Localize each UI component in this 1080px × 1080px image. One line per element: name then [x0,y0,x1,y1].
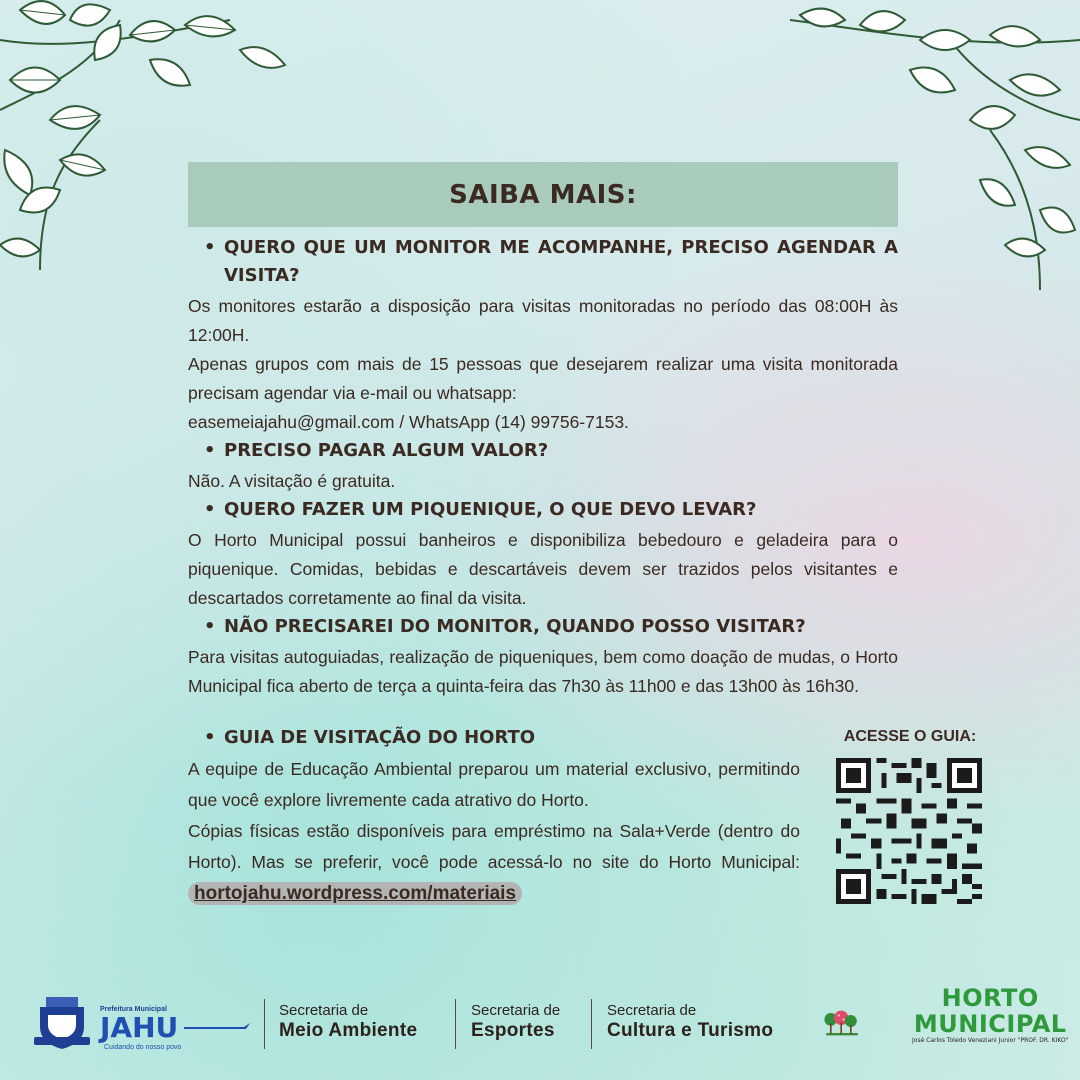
faq-answer-2: Não. A visitação é gratuita. [188,471,396,491]
footer-logos [0,985,1080,1065]
footer-divider [591,999,592,1049]
faq-answer-1c: easemeiajahu@gmail.com / WhatsApp (14) 99756-7153. [188,412,629,432]
guide-section [188,724,800,909]
faq-question-2: • PRECISO PAGAR ALGUM VALOR? [204,437,898,465]
svg-text:JAHU: JAHU [100,1011,179,1044]
secretaria-meio-ambiente: Secretaria de Meio Ambiente [279,1002,418,1041]
guide-question: • GUIA DE VISITAÇÃO DO HORTO [204,724,800,752]
bullet-icon: • [204,499,216,520]
leaf-branch-top-left [0,0,300,270]
horto-trees-icon [822,985,914,1065]
horto-municipal-logo: HORTO MUNICIPAL José Carlos Toledo Veneziani Junior "PROF. DR. KIKO" [912,984,1069,1044]
faq-question-3: • QUERO FAZER UM PIQUENIQUE, O QUE DEVO LEVAR? [204,496,898,524]
secretaria-esportes: Secretaria de Esportes [471,1002,561,1041]
faq-answer-1a: Os monitores estarão a disposição para visitas monitoradas no período das 08:00H às 12:00H. [188,296,898,345]
page-title: SAIBA MAIS: [449,179,637,210]
secretaria-cultura-turismo: Secretaria de Cultura e Turismo [607,1002,774,1041]
qr-code[interactable] [836,758,982,904]
jahu-coat-of-arms-icon [34,997,90,1049]
bullet-icon: • [204,440,216,461]
footer-divider [455,999,456,1049]
bullet-icon: • [204,616,216,637]
faq-question-4: • NÃO PRECISAREI DO MONITOR, QUANDO POSSO VISITAR? [204,613,898,641]
svg-text:Prefeitura Municipal: Prefeitura Municipal [100,1006,167,1013]
qr-section [836,728,984,908]
faq-content [188,234,898,701]
faq-question-1: • QUERO QUE UM MONITOR ME ACOMPANHE, PRECISO AGENDAR A VISITA? [204,234,898,290]
title-banner [188,162,898,227]
guide-paragraph-2: Cópias físicas estão disponíveis para empréstimo na Sala+Verde (dentro do Horto). Mas se preferir, você pode acessá-lo no site do Horto Municipal: hortojahu.wordpress.com/materiais [188,821,800,904]
svg-text:Cuidando do nosso povo: Cuidando do nosso povo [104,1044,182,1051]
guide-link[interactable]: hortojahu.wordpress.com/materiais [188,882,522,905]
jahu-prefeitura-logo [34,993,256,1053]
qr-label: ACESSE O GUIA: [843,728,977,745]
footer-divider [264,999,265,1049]
guide-paragraph-1: A equipe de Educação Ambiental preparou um material exclusivo, permitindo que você explore livremente cada atrativo do Horto. [188,759,800,810]
bullet-icon: • [204,727,216,748]
faq-answer-1b: Apenas grupos com mais de 15 pessoas que desejarem realizar uma visita monitorada precisam agendar via e-mail ou whatsapp: [188,354,898,403]
faq-answer-3: O Horto Municipal possui banheiros e disponibiliza bebedouro e geladeira para o piquenique. Comidas, bebidas e descartáveis devem ser trazidos pelos visitantes e descartados corretamente ao final da visita. [188,530,898,608]
bullet-icon: • [204,237,216,258]
faq-answer-4: Para visitas autoguiadas, realização de piqueniques, bem como doação de mudas, o Horto Municipal fica aberto de terça a quinta-feira das 7h30 às 11h00 e das 13h00 às 16h30. [188,647,898,696]
